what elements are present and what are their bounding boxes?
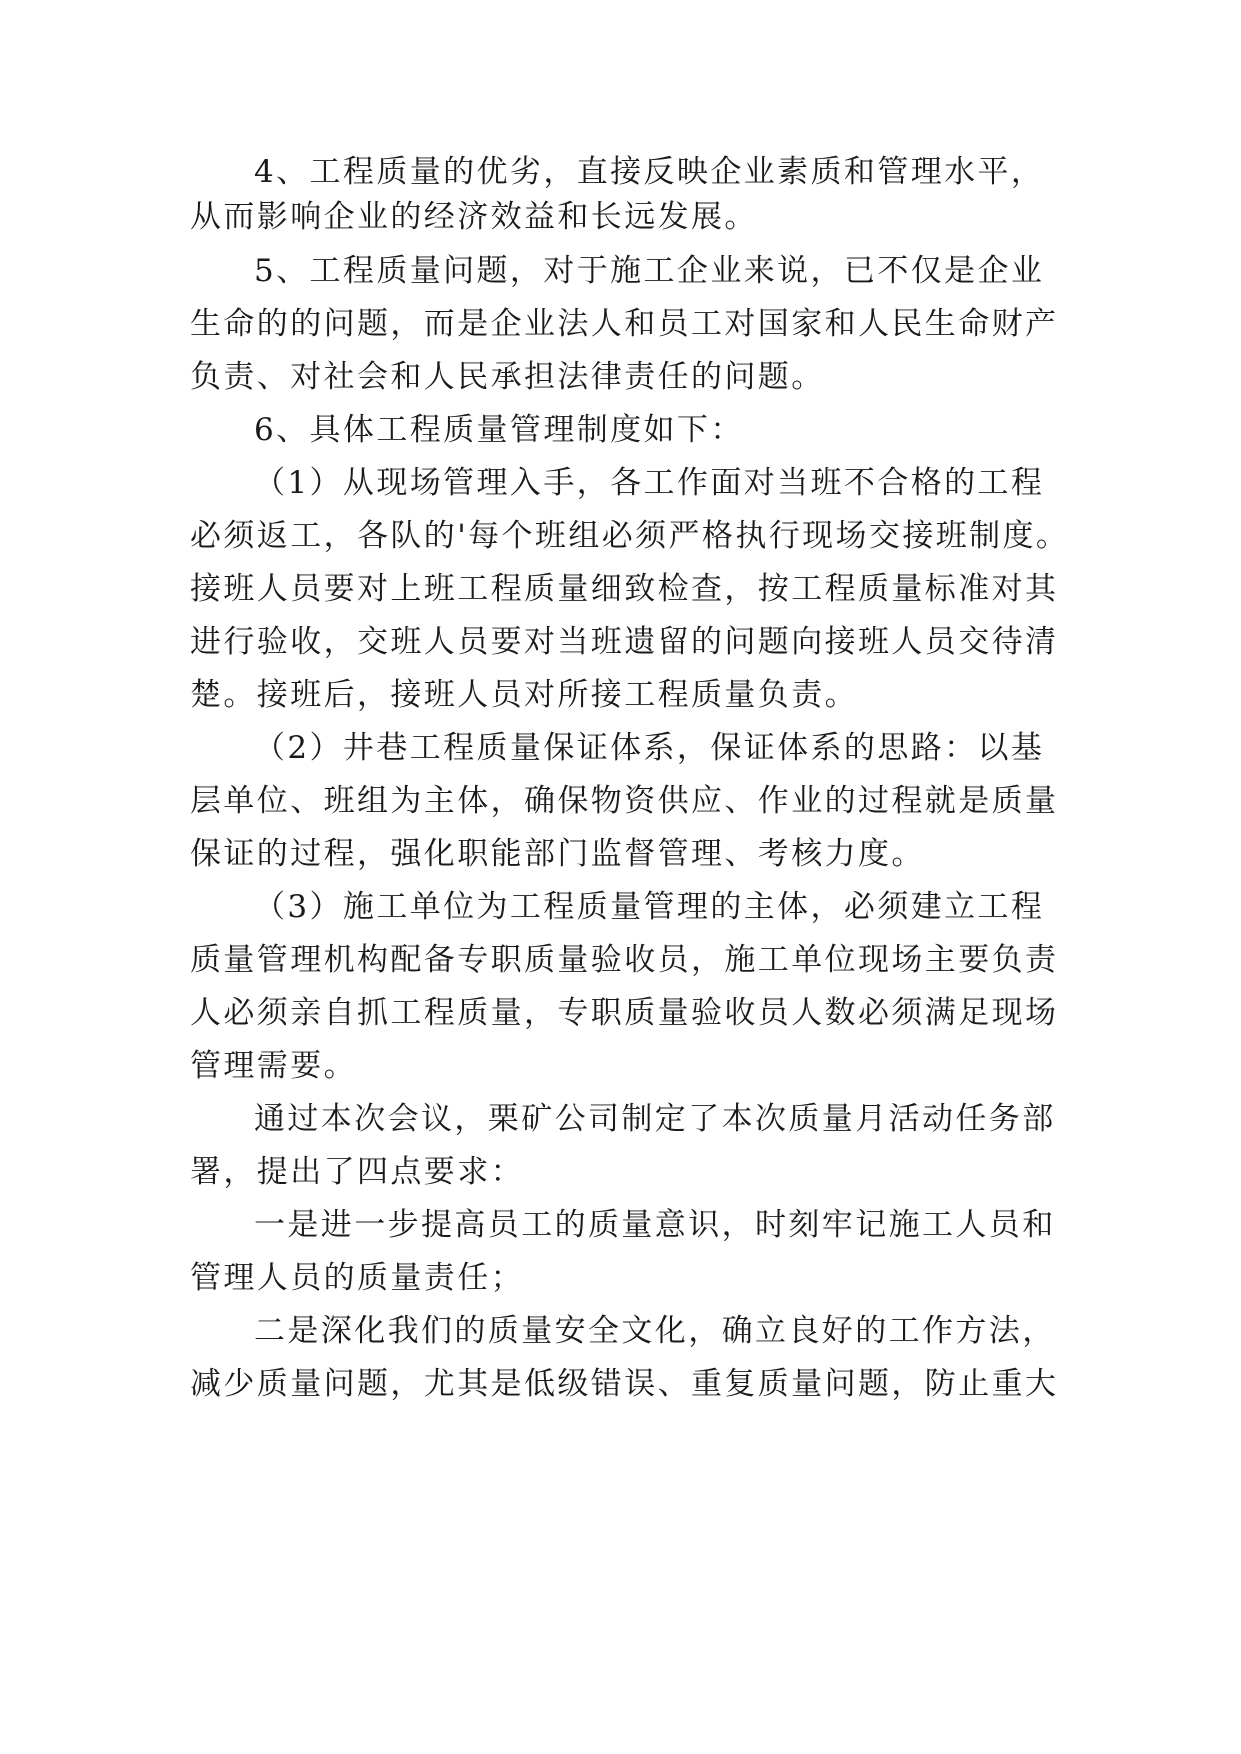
text-line-3: 5、工程质量问题，对于施工企业来说，已不仅是企业	[254, 253, 1045, 289]
text-line-10: 进行验收，交班人员要对当班遗留的问题向接班人员交待清	[190, 624, 1059, 660]
text-line-9: 接班人员要对上班工程质量细致检查，按工程质量标准对其	[190, 571, 1059, 607]
text-line-13: 层单位、班组为主体，确保物资供应、作业的过程就是质量	[190, 783, 1059, 819]
text-line-12: （2）井巷工程质量保证体系，保证体系的思路：以基	[254, 730, 1045, 766]
text-line-18: 管理需要。	[190, 1048, 357, 1084]
text-line-5: 负责、对社会和人民承担法律责任的问题。	[190, 359, 825, 395]
text-line-7: （1）从现场管理入手，各工作面对当班不合格的工程	[254, 465, 1045, 501]
text-line-24: 减少质量问题，尤其是低级错误、重复质量问题，防止重大	[190, 1366, 1059, 1402]
text-line-17: 人必须亲自抓工程质量，专职质量验收员人数必须满足现场	[190, 995, 1059, 1031]
text-line-2: 从而影响企业的经济效益和长远发展。	[190, 199, 758, 235]
text-line-16: 质量管理机构配备专职质量验收员，施工单位现场主要负责	[190, 942, 1059, 978]
text-line-23: 二是深化我们的质量安全文化，确立良好的工作方法，	[254, 1313, 1056, 1349]
text-line-21: 一是进一步提高员工的质量意识，时刻牢记施工人员和	[254, 1207, 1056, 1243]
text-line-15: （3）施工单位为工程质量管理的主体，必须建立工程	[254, 889, 1045, 925]
text-line-8: 必须返工，各队的'每个班组必须严格执行现场交接班制度。	[190, 518, 1070, 554]
text-line-19: 通过本次会议，栗矿公司制定了本次质量月活动任务部	[254, 1101, 1056, 1137]
text-line-20: 署，提出了四点要求：	[190, 1154, 524, 1190]
text-line-6: 6、具体工程质量管理制度如下：	[254, 412, 744, 448]
text-line-11: 楚。接班后，接班人员对所接工程质量负责。	[190, 677, 858, 713]
text-line-22: 管理人员的质量责任；	[190, 1260, 524, 1296]
text-line-1: 4、工程质量的优劣，直接反映企业素质和管理水平，	[254, 154, 1045, 190]
text-line-14: 保证的过程，强化职能部门监督管理、考核力度。	[190, 836, 925, 872]
text-line-4: 生命的的问题，而是企业法人和员工对国家和人民生命财产	[190, 306, 1059, 342]
